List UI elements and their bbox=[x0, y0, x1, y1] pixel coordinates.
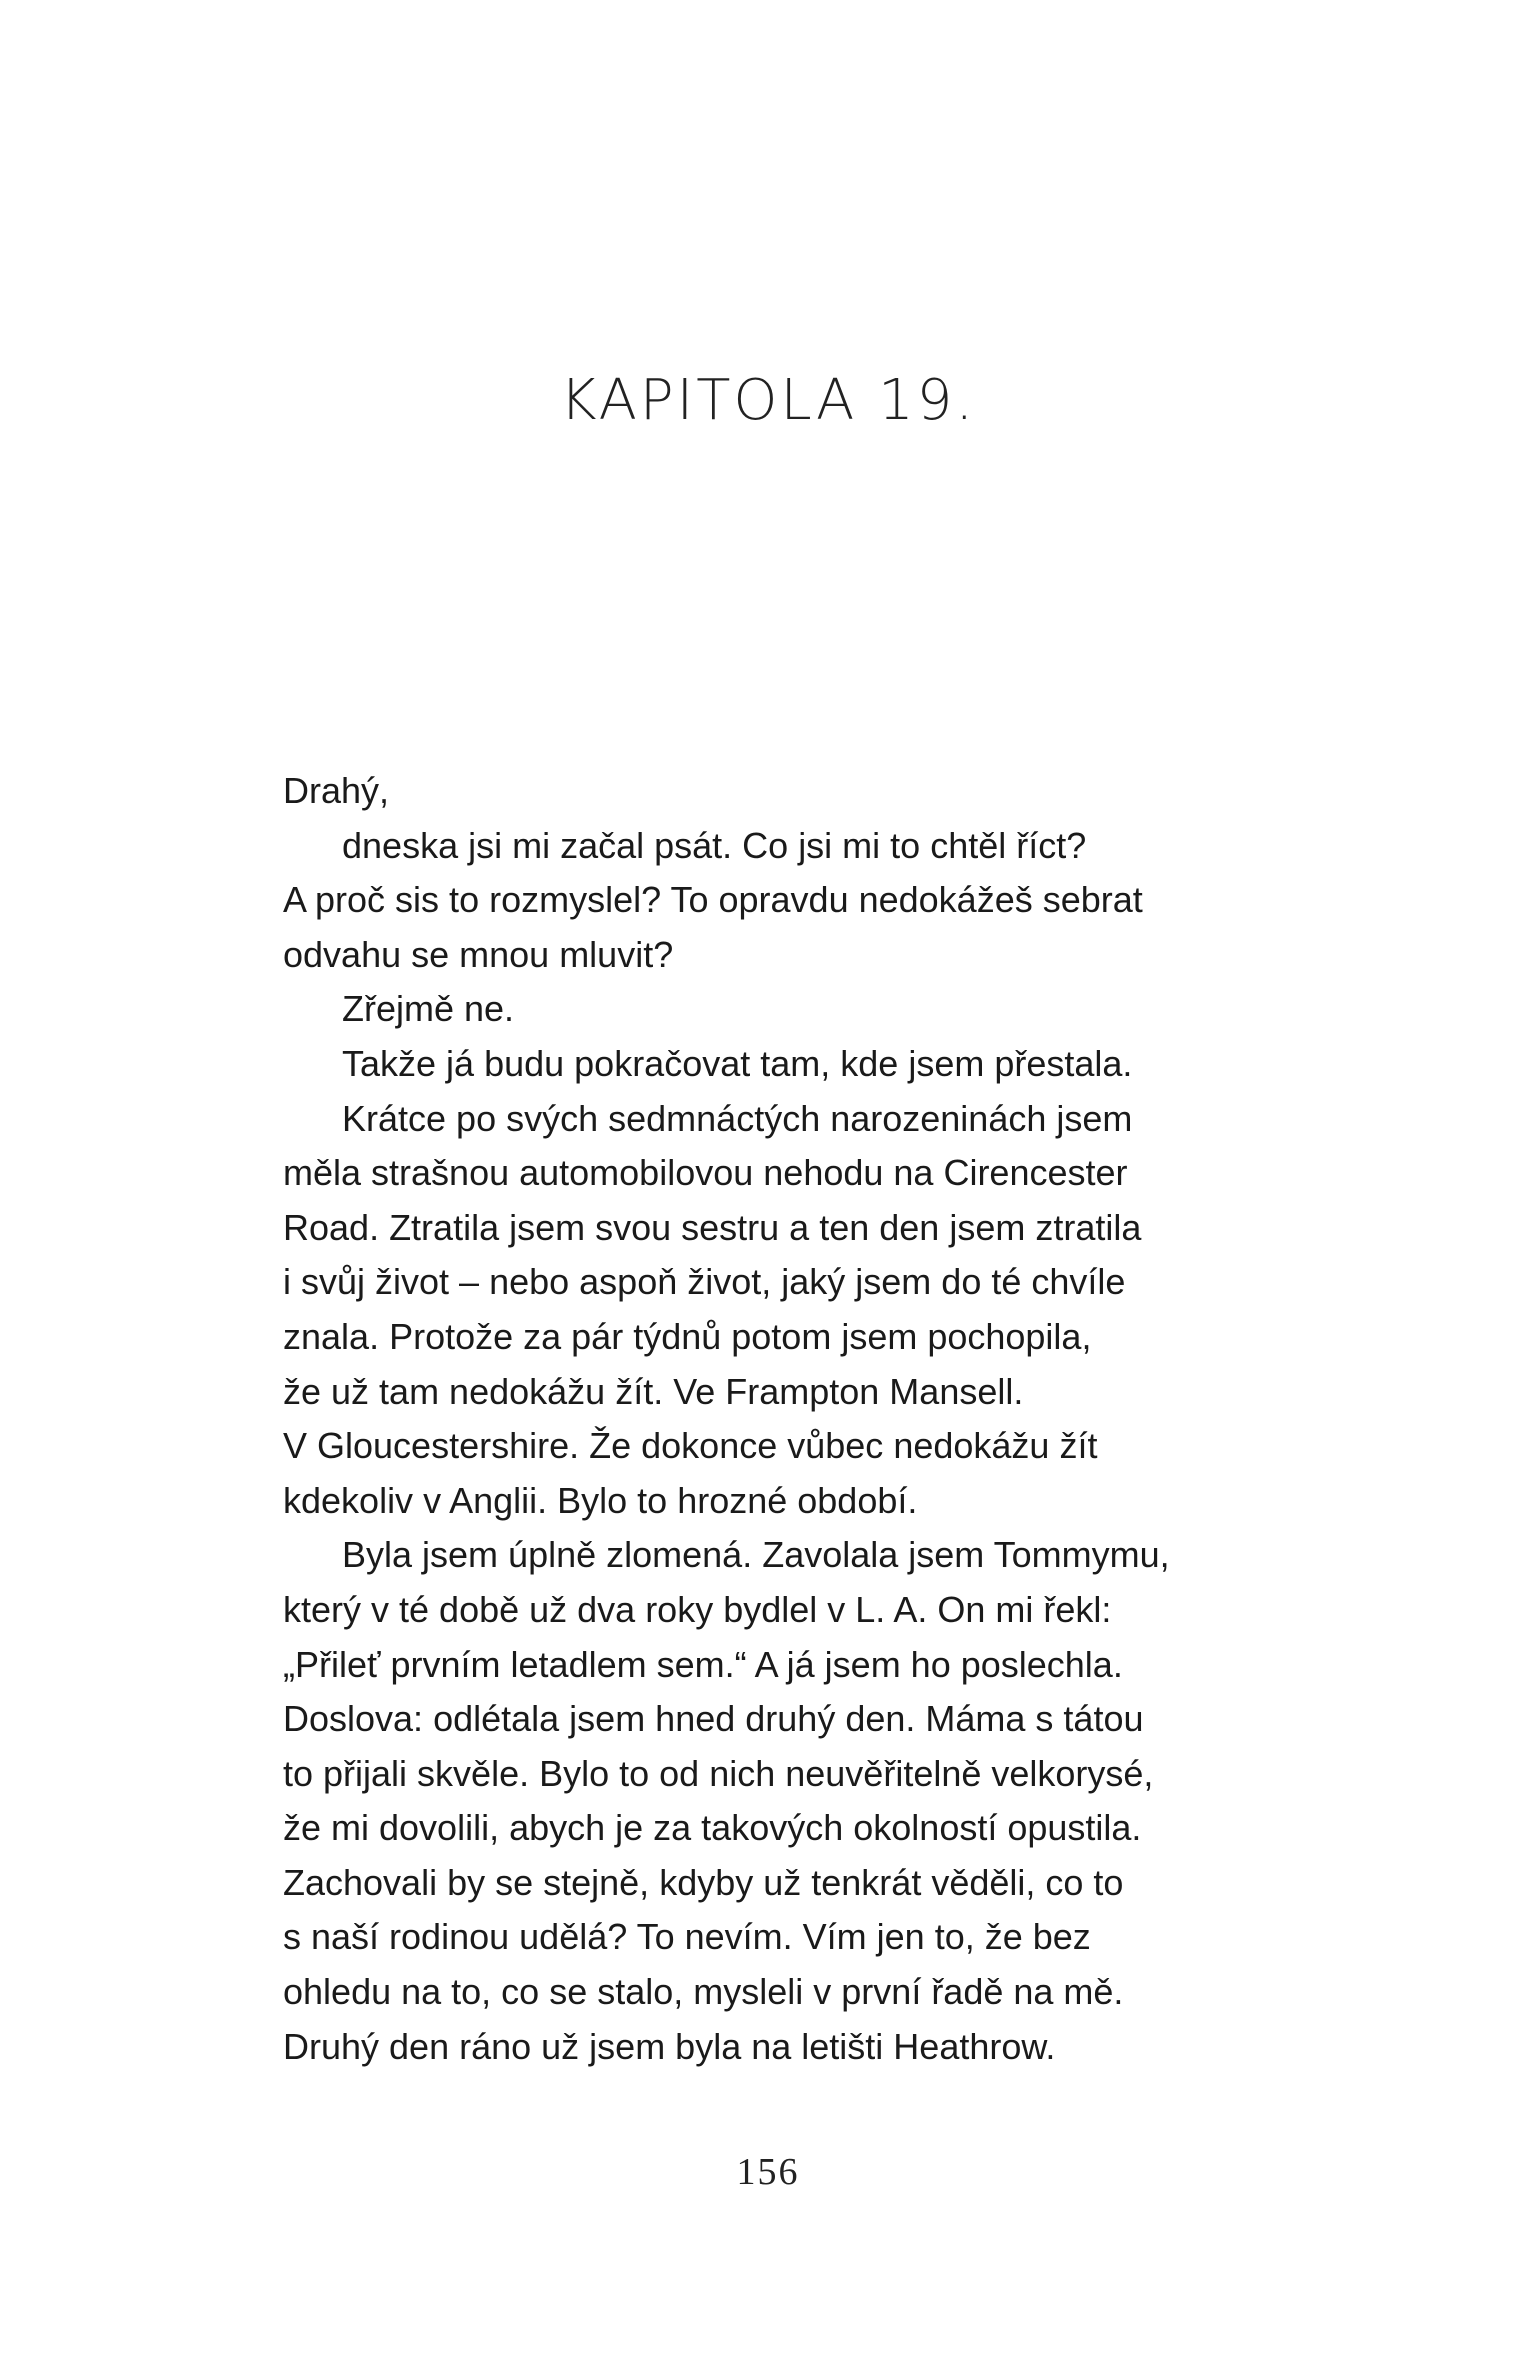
text-line: Road. Ztratila jsem svou sestru a ten den jsem ztratila bbox=[283, 1206, 1142, 1248]
text-line: znala. Protože za pár týdnů potom jsem pochopila, bbox=[283, 1315, 1092, 1357]
text-line: Takže já budu pokračovat tam, kde jsem přestala. bbox=[342, 1042, 1133, 1084]
text-line: Byla jsem úplně zlomená. Zavolala jsem Tommymu, bbox=[342, 1534, 1170, 1576]
text-line: s naší rodinou udělá? To nevím. Vím jen to, že bez bbox=[283, 1916, 1091, 1958]
text-line: Doslova: odlétala jsem hned druhý den. Máma s tátou bbox=[283, 1698, 1144, 1740]
text-line: měla strašnou automobilovou nehodu na Cirencester bbox=[283, 1152, 1128, 1194]
text-line: Drahý, bbox=[283, 770, 390, 811]
text-line: A proč sis to rozmyslel? To opravdu nedokážeš sebrat bbox=[283, 879, 1143, 921]
text-line: „Přileť prvním letadlem sem.“ A já jsem ho poslechla. bbox=[283, 1643, 1123, 1685]
body-text bbox=[283, 764, 1243, 2074]
page-number: 156 bbox=[736, 2151, 800, 2193]
text-line: kdekoliv v Anglii. Bylo to hrozné období. bbox=[283, 1479, 918, 1521]
text-line: který v té době už dva roky bydlel v L. A. On mi řekl: bbox=[283, 1588, 1112, 1630]
text-line: V Gloucestershire. Že dokonce vůbec nedokážu žít bbox=[283, 1425, 1098, 1467]
text-line: Druhý den ráno už jsem byla na letišti Heathrow. bbox=[283, 2025, 1056, 2067]
text-line: i svůj život – nebo aspoň život, jaký jsem do té chvíle bbox=[283, 1261, 1126, 1303]
text-line: dneska jsi mi začal psát. Co jsi mi to chtěl říct? bbox=[342, 824, 1087, 866]
text-line: to přijali skvěle. Bylo to od nich neuvěřitelně velkorysé, bbox=[283, 1752, 1154, 1794]
text-line: odvahu se mnou mluvit? bbox=[283, 933, 674, 975]
text-line: že už tam nedokážu žít. Ve Frampton Mansell. bbox=[283, 1370, 1024, 1412]
text-line: Krátce po svých sedmnáctých narozeninách jsem bbox=[342, 1097, 1133, 1139]
text-line: že mi dovolili, abych je za takových okolností opustila. bbox=[283, 1807, 1142, 1849]
text-line: Zachovali by se stejně, kdyby už tenkrát věděli, co to bbox=[283, 1861, 1124, 1903]
chapter-title: KAPITOLA 19. bbox=[559, 368, 977, 433]
text-line: Zřejmě ne. bbox=[342, 988, 515, 1030]
text-line: ohledu na to, co se stalo, mysleli v první řadě na mě. bbox=[283, 1971, 1124, 2013]
